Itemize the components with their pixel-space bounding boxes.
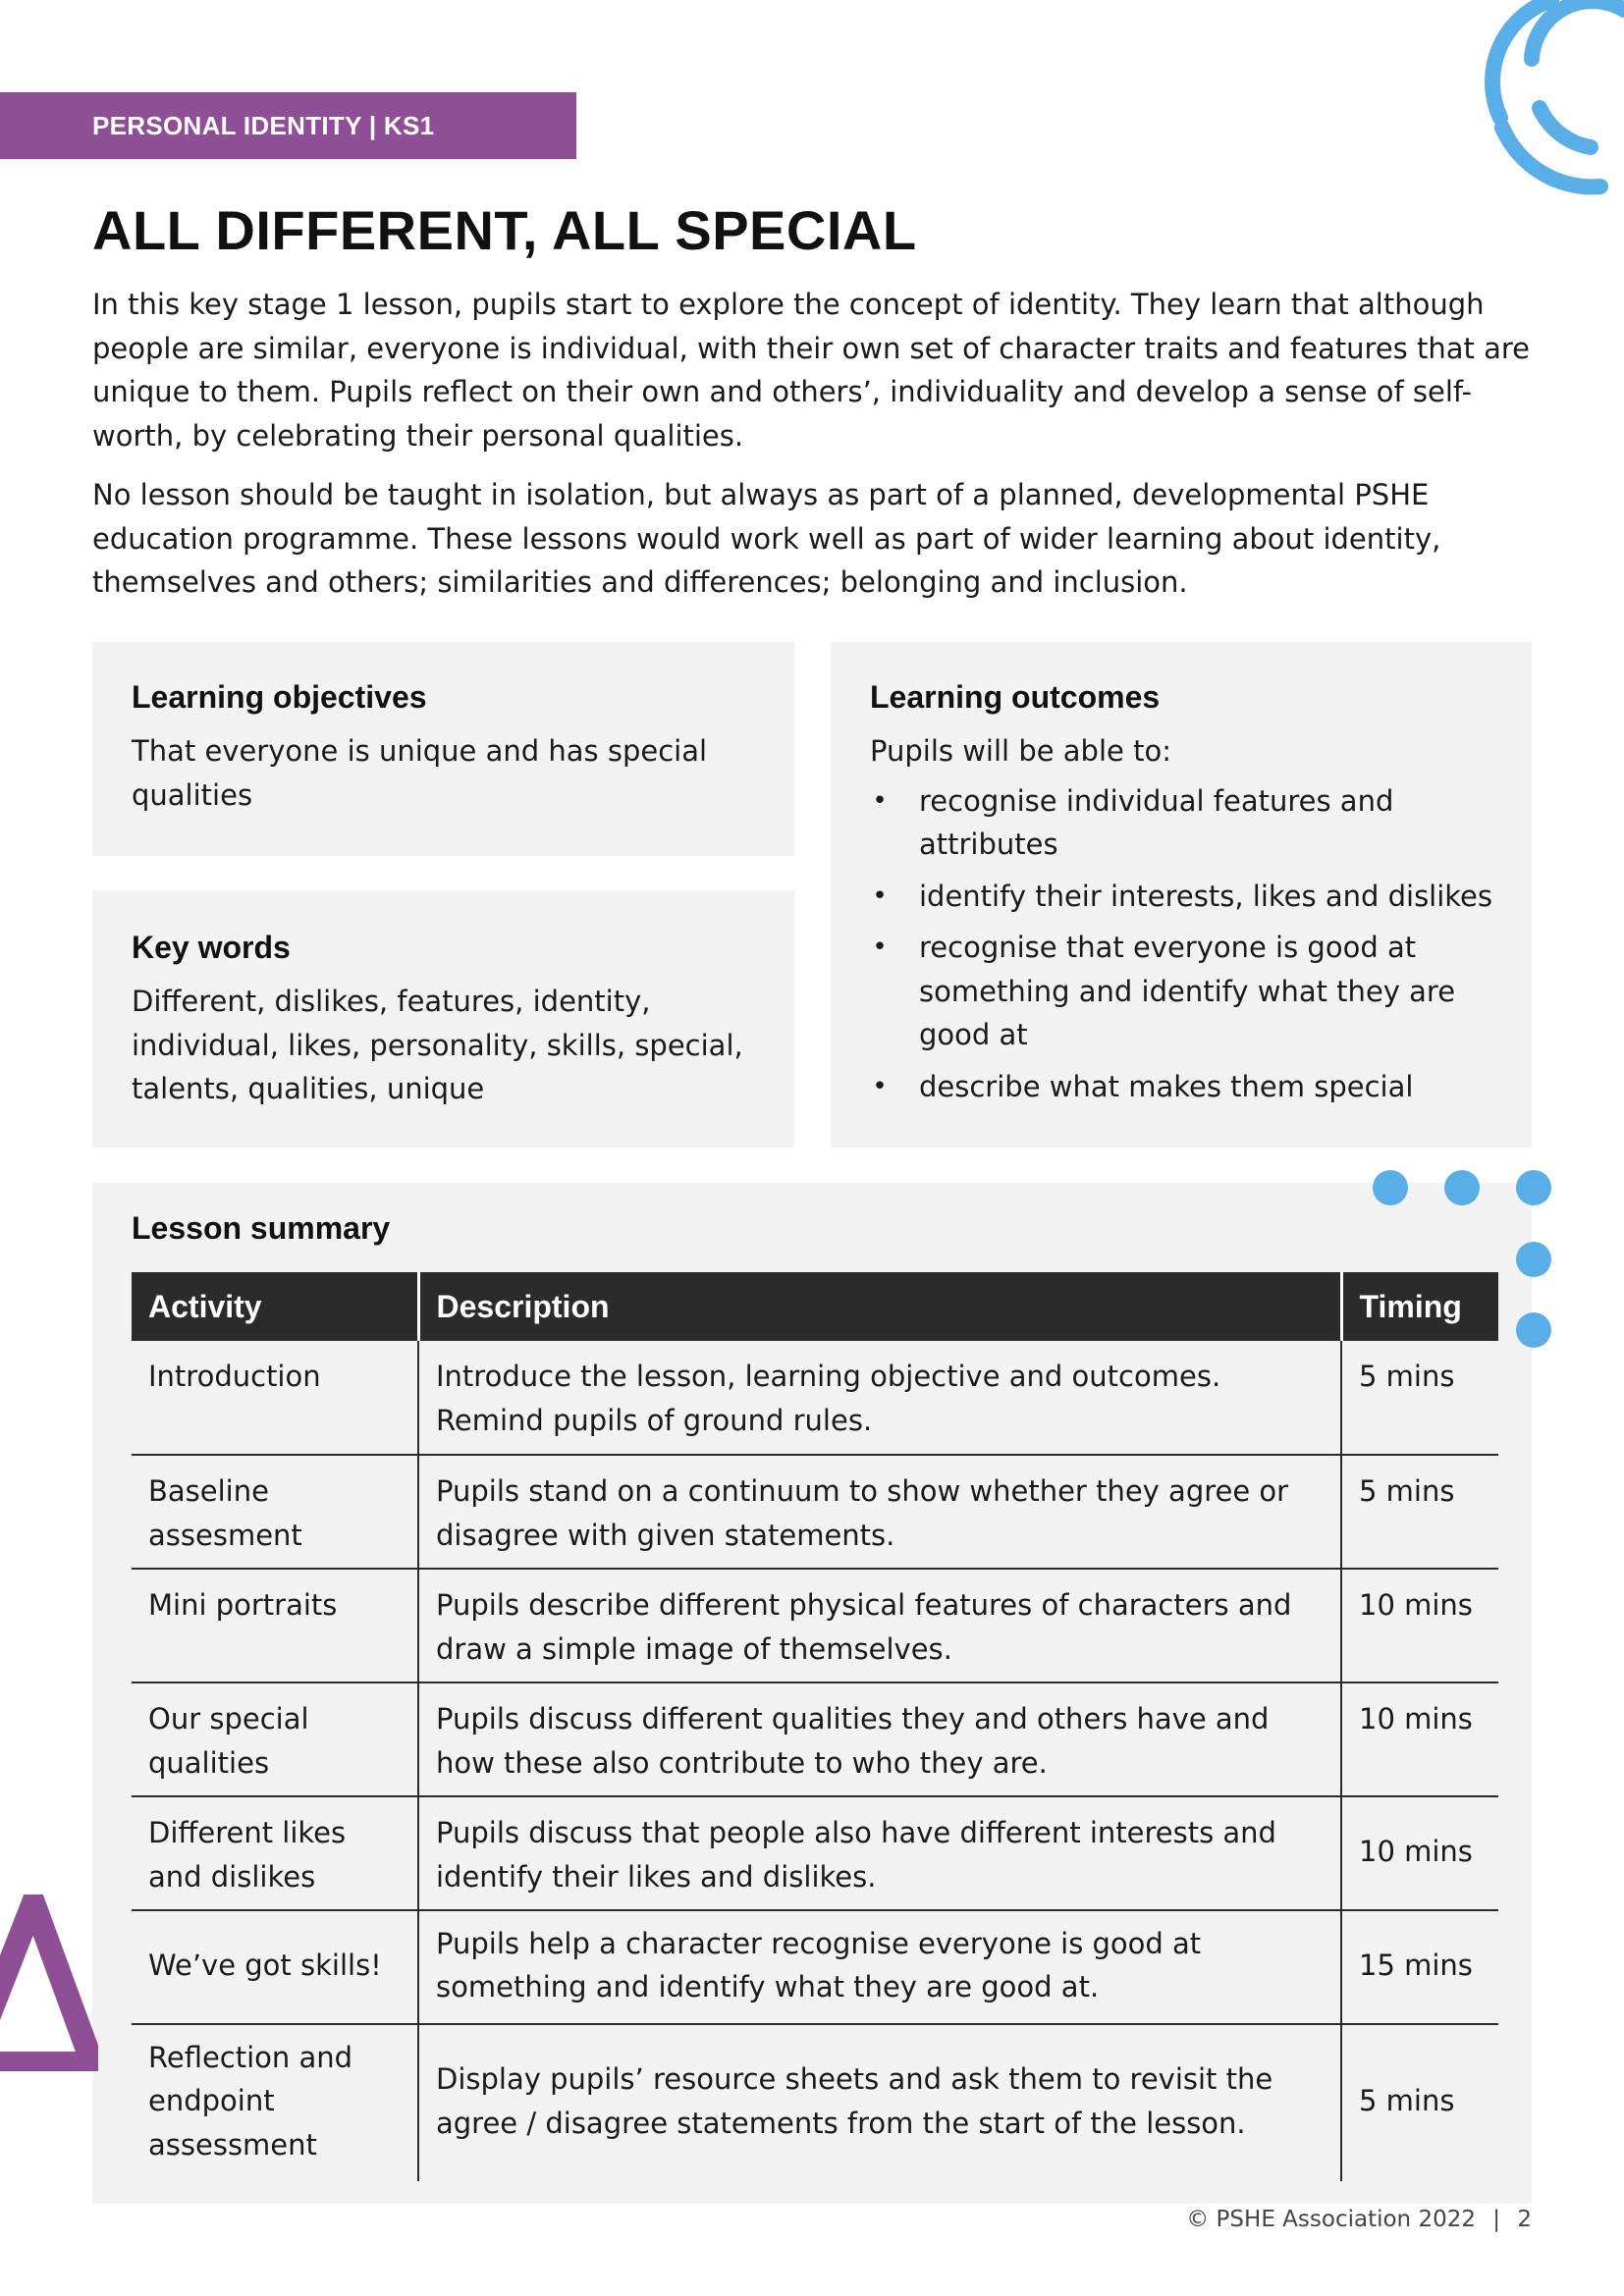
learning-outcomes-panel bbox=[831, 642, 1532, 1148]
bullet-icon: • bbox=[872, 933, 888, 962]
list-item-text: describe what makes them special bbox=[919, 1069, 1414, 1103]
column-header-timing: Timing bbox=[1341, 1272, 1498, 1341]
timing-cell: 10 mins bbox=[1341, 1682, 1498, 1796]
list-item bbox=[870, 926, 1492, 1057]
page-title: ALL DIFFERENT, ALL SPECIAL bbox=[92, 199, 917, 261]
decorative-arcs-graphic bbox=[1394, 0, 1624, 216]
activity-cell: Baseline assesment bbox=[132, 1455, 418, 1569]
decorative-dots-graphic bbox=[1371, 1170, 1557, 1357]
learning-outcomes-list bbox=[870, 779, 1492, 1109]
bullet-icon: • bbox=[872, 785, 888, 816]
list-item-text: identify their interests, likes and dislikes bbox=[919, 879, 1493, 913]
key-words-panel bbox=[92, 890, 794, 1148]
table-row bbox=[132, 1455, 1498, 1569]
list-item bbox=[870, 779, 1492, 867]
table-row bbox=[132, 1682, 1498, 1796]
learning-outcomes-lead: Pupils will be able to: bbox=[870, 734, 1171, 768]
description-cell: Display pupils’ resource sheets and ask them to revisit the agree / disagree statements from the start of the lesson. bbox=[418, 2024, 1341, 2181]
copyright-text: © PSHE Association 2022 bbox=[1186, 2207, 1476, 2232]
list-item bbox=[870, 875, 1492, 919]
activity-cell: Mini portraits bbox=[132, 1569, 418, 1682]
lesson-summary-heading: Lesson summary bbox=[132, 1210, 391, 1246]
intro-paragraph-1: In this key stage 1 lesson, pupils start to explore the concept of identity. They learn that although people are similar, everyone is individual, with their own set of character traits and features that are unique to them. Pupils reflect on their own and others’, individuality and develop a sense of self-worth, by celebrating their personal qualities. bbox=[92, 288, 1530, 453]
column-header-activity: Activity bbox=[132, 1272, 418, 1341]
table-row bbox=[132, 1796, 1498, 1910]
description-cell: Pupils describe different physical features of characters and draw a simple image of themselves. bbox=[418, 1569, 1341, 1682]
bullet-icon: • bbox=[872, 881, 888, 911]
intro-paragraph-2: No lesson should be taught in isolation, but always as part of a planned, developmental PSHE education programme. These lessons would work well as part of wider learning about identity, themselves and others; similarities and differences; belonging and inclusion. bbox=[92, 478, 1441, 599]
footer-separator: | bbox=[1492, 2207, 1501, 2232]
section-tag: PERSONAL IDENTITY | KS1 bbox=[0, 92, 576, 159]
activity-cell: Different likes and dislikes bbox=[132, 1796, 418, 1910]
description-cell: Pupils stand on a continuum to show whether they agree or disagree with given statements. bbox=[418, 1455, 1341, 1569]
timing-cell: 5 mins bbox=[1341, 1341, 1498, 1455]
list-item bbox=[870, 1065, 1492, 1109]
table-header-row bbox=[132, 1272, 1498, 1341]
key-words-text: Different, dislikes, features, identity, individual, likes, personality, skills, special, talents, qualities, unique bbox=[132, 985, 743, 1105]
decorative-triangle-graphic bbox=[0, 1895, 98, 2071]
timing-cell: 10 mins bbox=[1341, 1569, 1498, 1682]
column-header-description: Description bbox=[418, 1272, 1341, 1341]
table-row bbox=[132, 1341, 1498, 1455]
timing-cell: 10 mins bbox=[1341, 1796, 1498, 1910]
table-row bbox=[132, 2024, 1498, 2181]
activity-cell: We’ve got skills! bbox=[132, 1910, 418, 2024]
timing-cell: 15 mins bbox=[1341, 1910, 1498, 2024]
description-cell: Pupils discuss different qualities they and others have and how these also contribute to who they are. bbox=[418, 1682, 1341, 1796]
list-item-text: recognise that everyone is good at something and identify what they are good at bbox=[919, 931, 1456, 1051]
table-row bbox=[132, 1910, 1498, 2024]
learning-objectives-heading: Learning objectives bbox=[132, 679, 427, 715]
learning-objectives-panel bbox=[92, 642, 794, 856]
lesson-summary-table bbox=[132, 1272, 1498, 2181]
description-cell: Introduce the lesson, learning objective and outcomes. Remind pupils of ground rules. bbox=[418, 1341, 1341, 1455]
activity-cell: Reflection and endpoint assessment bbox=[148, 2040, 353, 2162]
activity-cell: Our special qualities bbox=[132, 1682, 418, 1796]
lesson-summary-panel bbox=[92, 1183, 1532, 2204]
learning-outcomes-heading: Learning outcomes bbox=[870, 679, 1161, 715]
bullet-icon: • bbox=[872, 1071, 888, 1101]
activity-cell: Introduction bbox=[132, 1341, 418, 1455]
page-number: 2 bbox=[1517, 2207, 1532, 2232]
timing-cell: 5 mins bbox=[1341, 2024, 1498, 2181]
key-words-heading: Key words bbox=[132, 930, 291, 965]
table-row bbox=[132, 1569, 1498, 1682]
list-item-text: recognise individual features and attributes bbox=[919, 783, 1394, 861]
description-cell: Pupils help a character recognise everyone is good at something and identify what they are good at. bbox=[418, 1910, 1341, 2024]
timing-cell: 5 mins bbox=[1341, 1455, 1498, 1569]
description-cell: Pupils discuss that people also have different interests and identify their likes and dislikes. bbox=[418, 1796, 1341, 1910]
page-footer bbox=[1186, 2207, 1532, 2232]
intro-text bbox=[92, 283, 1536, 620]
learning-objectives-text: That everyone is unique and has special qualities bbox=[132, 734, 708, 812]
